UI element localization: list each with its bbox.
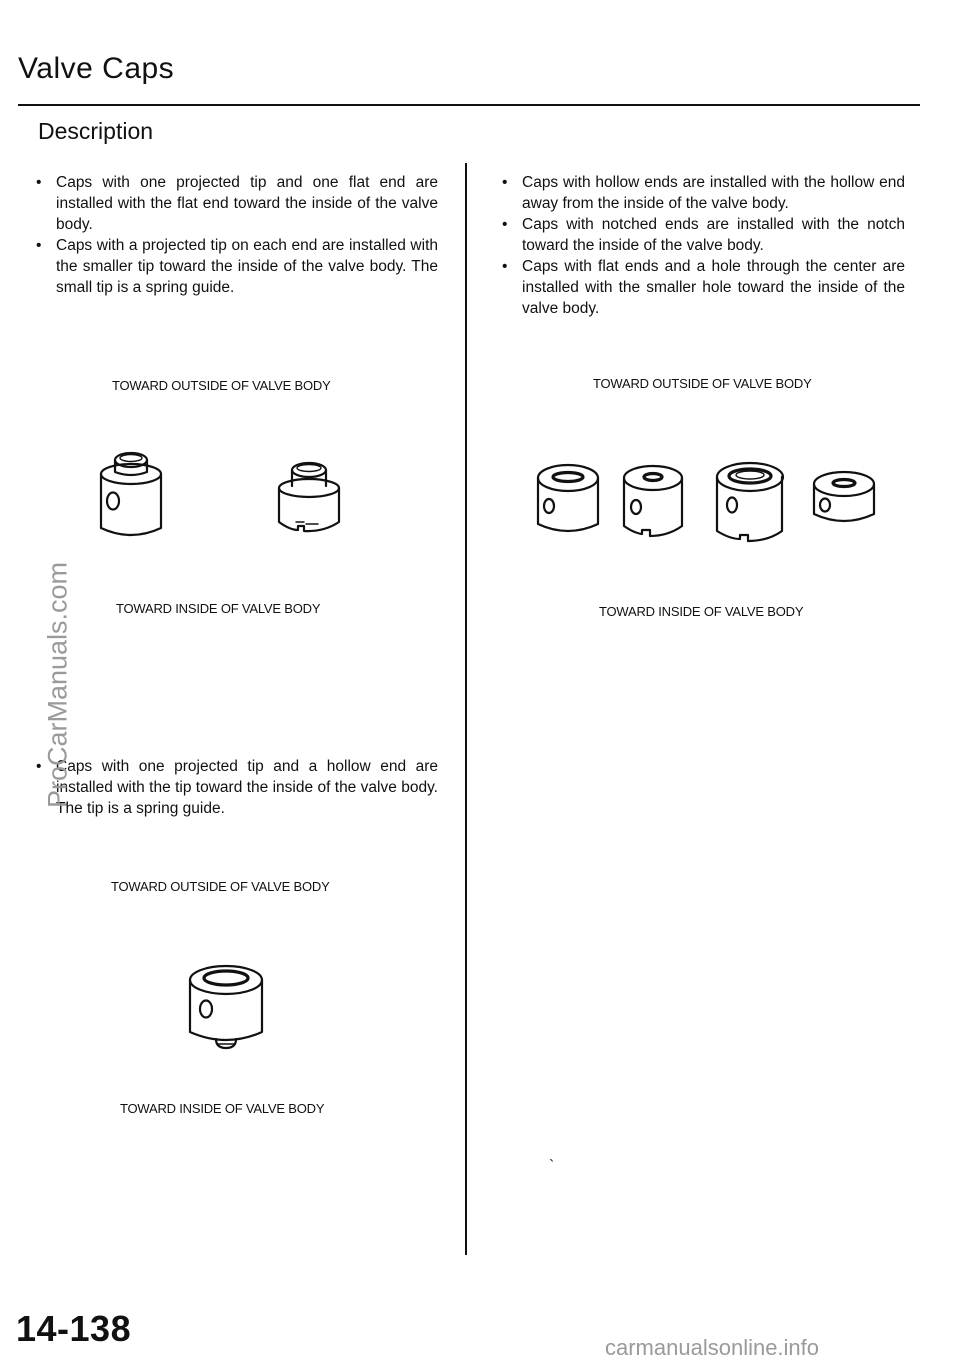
bullet-mark: • [502, 174, 508, 191]
list-item [500, 172, 905, 214]
page-number: 14-138 [16, 1308, 132, 1349]
list-item-text: Caps with one projected tip and one flat end are installed with the flat end toward the inside of the valve body. [56, 174, 438, 233]
side-watermark: ProCarManuals.com [42, 561, 73, 809]
bullet-mark: • [36, 758, 42, 775]
figure-1-outside-label: TOWARD OUTSIDE OF VALVE BODY [112, 378, 331, 393]
figure-2-inside-label: TOWARD INSIDE OF VALVE BODY [599, 604, 804, 619]
cap-illustration-flat-end-through-hole [810, 466, 882, 532]
cap-illustration-projected-tip-hollow-end [186, 962, 278, 1057]
figure-3-outside-label: TOWARD OUTSIDE OF VALVE BODY [111, 879, 330, 894]
bullet-mark: • [36, 237, 42, 254]
left-bullet-list-1 [34, 172, 438, 298]
bullet-mark: • [502, 258, 508, 275]
list-item [34, 172, 438, 235]
list-item-text: Caps with hollow ends are installed with the hollow end away from the inside of the valve body. [522, 174, 905, 212]
bullet-mark: • [502, 216, 508, 233]
cap-illustration-hollow-end [534, 458, 606, 540]
figure-2-outside-label: TOWARD OUTSIDE OF VALVE BODY [593, 376, 812, 391]
column-divider [465, 163, 467, 1255]
list-item-text: Caps with a projected tip on each end are installed with the smaller tip toward the inside of the valve body. The small tip is a spring guide. [56, 237, 438, 296]
list-item [500, 256, 905, 319]
cap-illustration-hollow-notched-end [712, 457, 792, 551]
cap-illustration-projected-tip-each-end [274, 452, 354, 542]
title-rule [18, 104, 920, 106]
list-item-text: Caps with flat ends and a hole through the center are installed with the smaller hole toward the inside of the valve body. [522, 258, 905, 317]
list-item [500, 214, 905, 256]
figure-1-inside-label: TOWARD INSIDE OF VALVE BODY [116, 601, 321, 616]
stray-mark: ` [549, 1158, 555, 1175]
page-title: Valve Caps [18, 52, 175, 85]
bullet-mark: • [36, 174, 42, 191]
right-bullet-list [500, 172, 905, 319]
footer-watermark: carmanualsonline.info [605, 1335, 820, 1360]
left-bullet-list-2 [34, 756, 438, 819]
list-item [34, 235, 438, 298]
cap-illustration-projected-tip-flat-end [95, 446, 175, 546]
cap-illustration-notched-end [620, 460, 692, 544]
figure-3-inside-label: TOWARD INSIDE OF VALVE BODY [120, 1101, 325, 1116]
list-item-text: Caps with notched ends are installed with the notch toward the inside of the valve body. [522, 216, 905, 254]
section-heading: Description [38, 118, 154, 144]
list-item [34, 756, 438, 819]
list-item-text: Caps with one projected tip and a hollow end are installed with the tip toward the inside of the valve body. The tip is a spring guide. [56, 758, 438, 817]
